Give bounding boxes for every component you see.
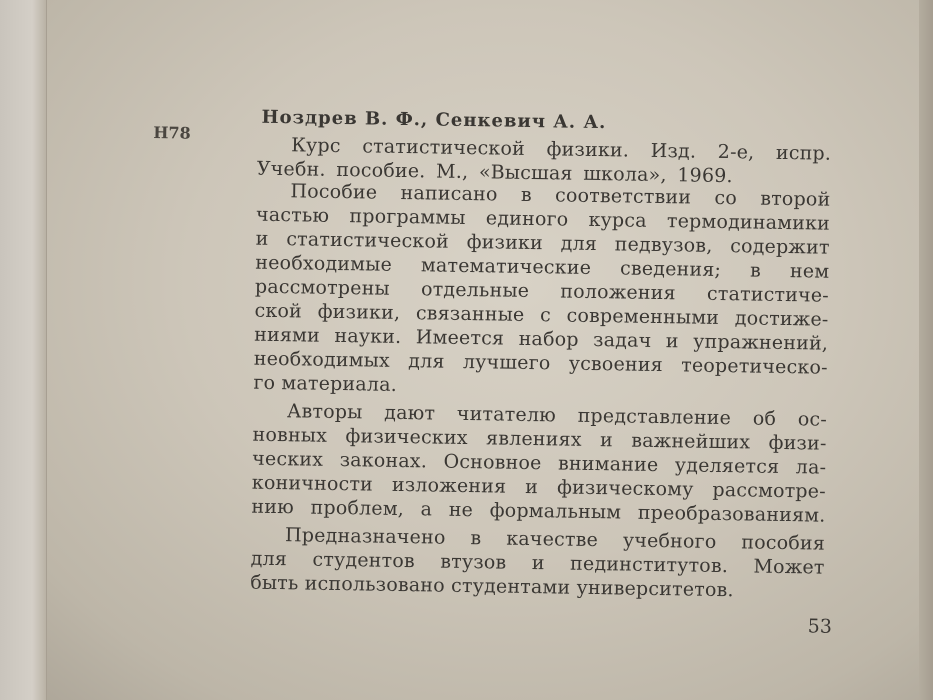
- text-line-16: нию проблем, а не формальным преобразованиям.: [251, 495, 826, 527]
- text-line-1: Курс статистической физики. Изд. 2-е, испр.: [291, 134, 832, 165]
- text-line-13: новных физических явлениях и важнейших физи-: [252, 423, 827, 455]
- text-line-6: необходимые математические сведения; в нем: [255, 251, 830, 283]
- text-line-5: и статистической физики для педвузов, содержит: [255, 227, 830, 259]
- authors-heading: Ноздрев В. Ф., Сенкевич А. А.: [261, 106, 607, 134]
- text-line-10: необходимых для лучшего усвоения теоретическо-: [253, 347, 828, 379]
- page-number: 53: [807, 615, 833, 638]
- library-code: Н78: [153, 123, 191, 143]
- text-line-19: быть использовано студентами университетов.: [250, 571, 734, 602]
- text-line-11: го материала.: [253, 371, 398, 396]
- text-line-3: Пособие написано в соответствии со второй: [290, 180, 831, 211]
- text-line-14: ческих законах. Основное внимание уделяется ла-: [252, 447, 827, 479]
- text-line-4: частью программы единого курса термодинамики: [255, 203, 831, 235]
- text-line-7: рассмотрены отдельные положения статистиче-: [254, 275, 830, 307]
- text-line-12: Авторы дают читателю представление об ос-: [286, 400, 828, 431]
- text-line-9: ниями науки. Имеется набор задач и упражнений,: [254, 323, 829, 355]
- text-line-8: ской физики, связанные с современными достиже-: [254, 299, 829, 331]
- text-line-18: для студентов втузов и пединститутов. Может: [250, 547, 825, 579]
- text-line-15: коничности изложения и физическому рассмотре-: [251, 471, 826, 503]
- text-line-2: Учебн. пособие. М., «Высшая школа», 1969.: [256, 157, 733, 188]
- text-line-17: Предназначено в качестве учебного пособия: [284, 524, 826, 555]
